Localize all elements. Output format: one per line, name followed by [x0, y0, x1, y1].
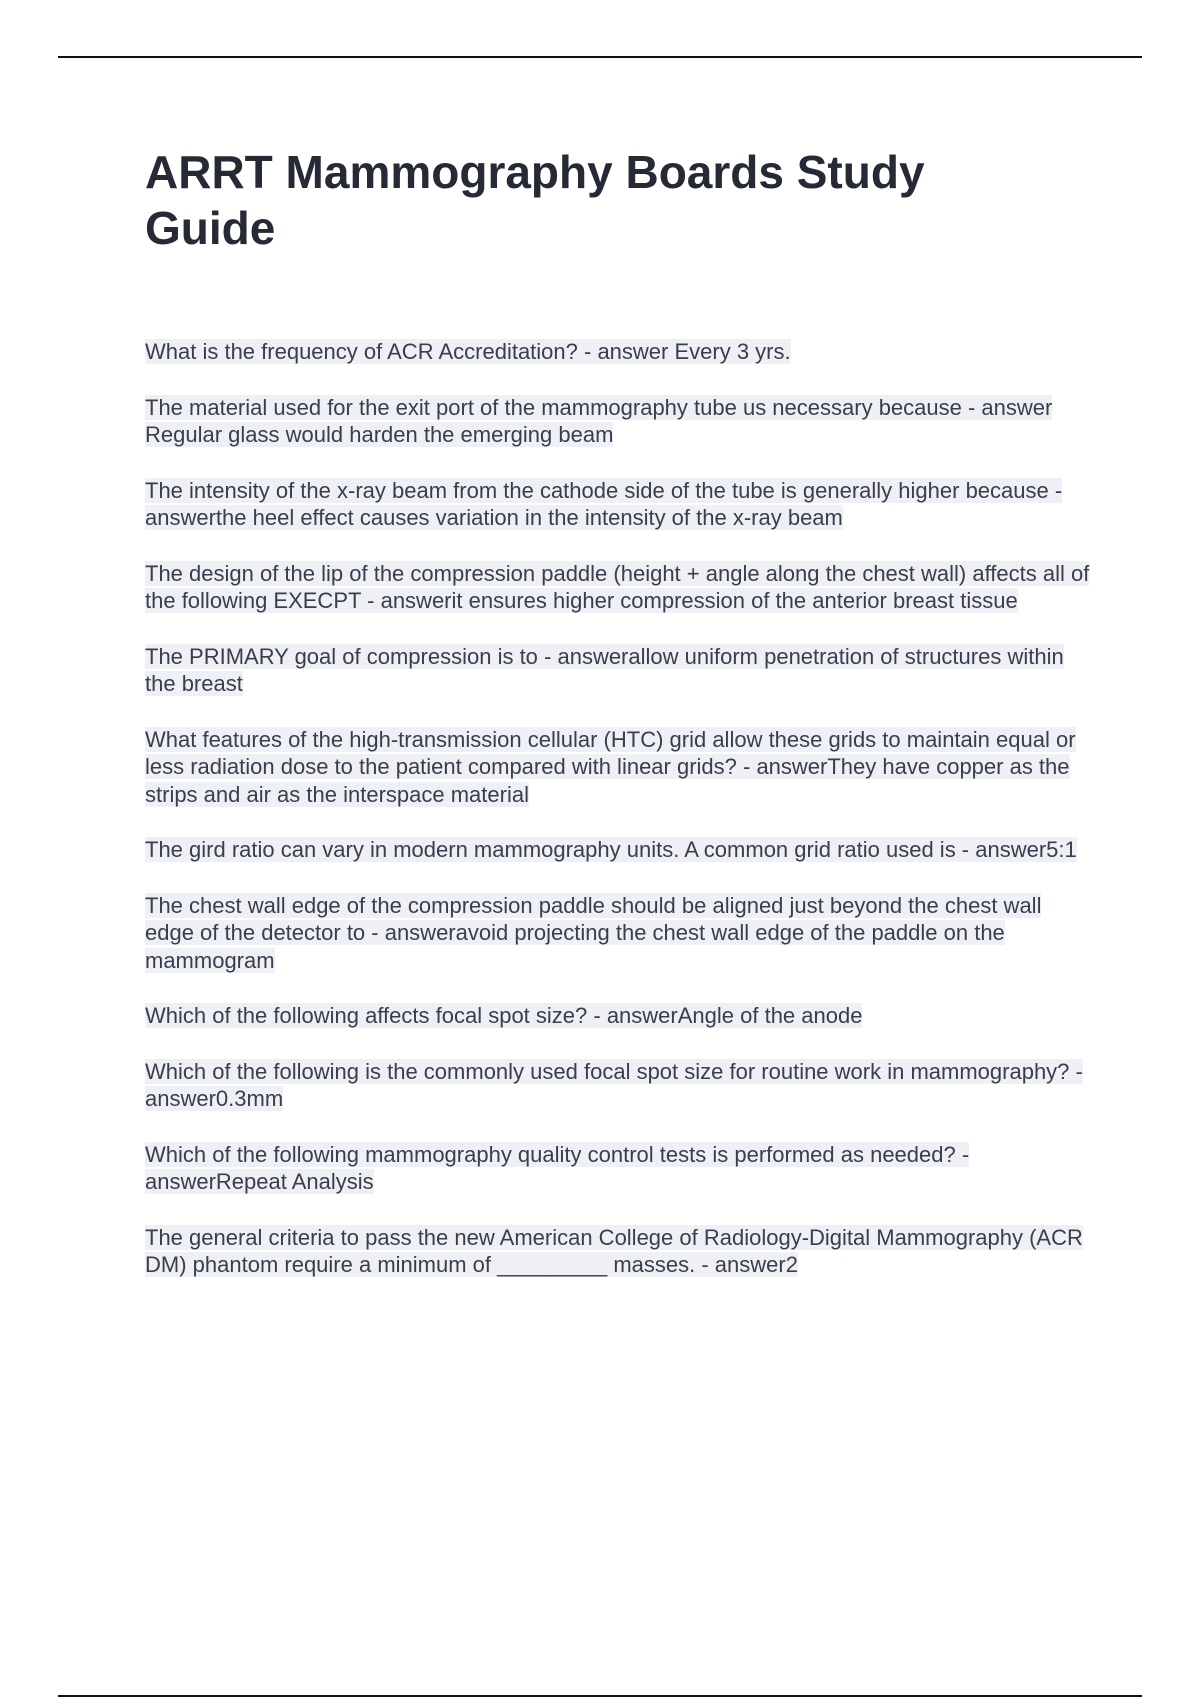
- qa-item: [145, 836, 1095, 864]
- qa-text: The gird ratio can vary in modern mammography units. A common grid ratio used is - answer5:1: [145, 837, 1077, 862]
- qa-item: [145, 643, 1095, 698]
- qa-item: [145, 1141, 1095, 1196]
- qa-item: [145, 892, 1095, 975]
- document-title: ARRT Mammography Boards Study Guide: [145, 146, 925, 254]
- qa-text: The chest wall edge of the compression paddle should be aligned just beyond the chest wall edge of the detector to - answeravoid projecting the chest wall edge of the paddle on the mammogram: [145, 892, 1042, 973]
- footer-rule: [58, 1695, 1142, 1697]
- qa-text: What features of the high-transmission cellular (HTC) grid allow these grids to maintain equal or less radiation dose to the patient compared with linear grids? - answerThey have copper as the strips and air as the interspace material: [145, 726, 1076, 807]
- qa-text: Which of the following affects focal spot size? - answerAngle of the anode: [145, 1003, 863, 1028]
- qa-item: [145, 477, 1095, 532]
- qa-text: The material used for the exit port of the mammography tube us necessary because - answer Regular glass would harden the emerging beam: [145, 394, 1053, 447]
- qa-text: Which of the following is the commonly used focal spot size for routine work in mammography? - answer0.3mm: [145, 1058, 1083, 1111]
- qa-item: [145, 338, 1095, 366]
- qa-item: [145, 1224, 1095, 1279]
- qa-item: [145, 394, 1095, 449]
- qa-text: The general criteria to pass the new American College of Radiology-Digital Mammography (ACR DM) phantom require a minimum of _________ masses. - answer2: [145, 1224, 1083, 1277]
- qa-text: The design of the lip of the compression paddle (height + angle along the chest wall) affects all of the following EXECPT - answerit ensures higher compression of the anterior breast tissue: [145, 560, 1090, 613]
- qa-text: The PRIMARY goal of compression is to - answerallow uniform penetration of structures within the breast: [145, 643, 1064, 696]
- qa-item: [145, 1058, 1095, 1113]
- qa-item: [145, 1002, 1095, 1030]
- qa-text: What is the frequency of ACR Accreditation? - answer Every 3 yrs.: [145, 339, 791, 364]
- qa-list: [145, 338, 1095, 1307]
- qa-text: The intensity of the x-ray beam from the cathode side of the tube is generally higher because - answerthe heel effect causes variation in the intensity of the x-ray beam: [145, 477, 1063, 530]
- qa-item: [145, 726, 1095, 809]
- qa-text: Which of the following mammography quality control tests is performed as needed? - answerRepeat Analysis: [145, 1141, 970, 1194]
- qa-item: [145, 560, 1095, 615]
- header-rule: [58, 56, 1142, 58]
